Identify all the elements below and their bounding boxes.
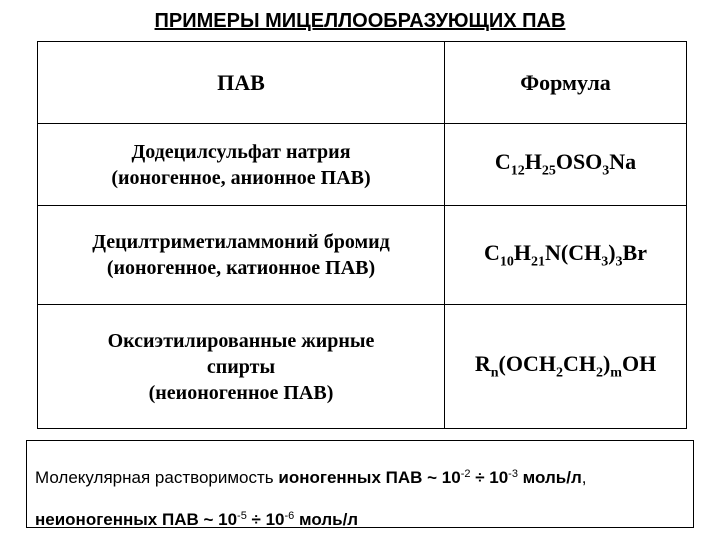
surfactant-name: Оксиэтилированные жирные [107,329,375,352]
solubility-note [26,440,694,528]
surfactant-name-cell [38,305,445,429]
table-header-row [38,42,687,124]
surfactant-type: (неионогенное ПАВ) [148,381,334,404]
formula-cell: $C_{12}H_{25}OSO_3Na$ [445,124,687,206]
formula-cell: $R_n(OCH_2CH_2)_mOH$ [445,305,687,429]
surfactant-name: Децилтриметиламмоний бромид [92,231,390,253]
formula-cell: $C_{10}H_{21}N(CH_3)_3Br$ [445,206,687,305]
header-surfactant: ПАВ [38,42,445,124]
surfactant-type: (ионогенное, анионное ПАВ) [111,166,371,189]
solubility-line-1: Молекулярная растворимость ионогенных ПАВ ~ $10^{-2} \div 10^{-3}$ моль/л, [35,468,587,487]
table-row [38,124,687,206]
header-formula: Формула [445,42,687,124]
surfactant-name-cont: спирты [206,355,276,378]
surfactant-name: Додецилсульфат натрия [131,140,351,163]
surfactant-table [37,41,687,429]
page-title: ПРИМЕРЫ МИЦЕЛЛООБРАЗУЮЩИХ ПАВ [154,10,566,32]
solubility-line-2: неионогенных ПАВ ~ $10^{-5} \div 10^{-6}$ моль/л [35,510,359,529]
table-row [38,206,687,305]
surfactant-name-cell [38,206,445,305]
surfactant-name-cell [38,124,445,206]
surfactant-type: (ионогенное, катионное ПАВ) [106,257,376,279]
table-row [38,305,687,429]
